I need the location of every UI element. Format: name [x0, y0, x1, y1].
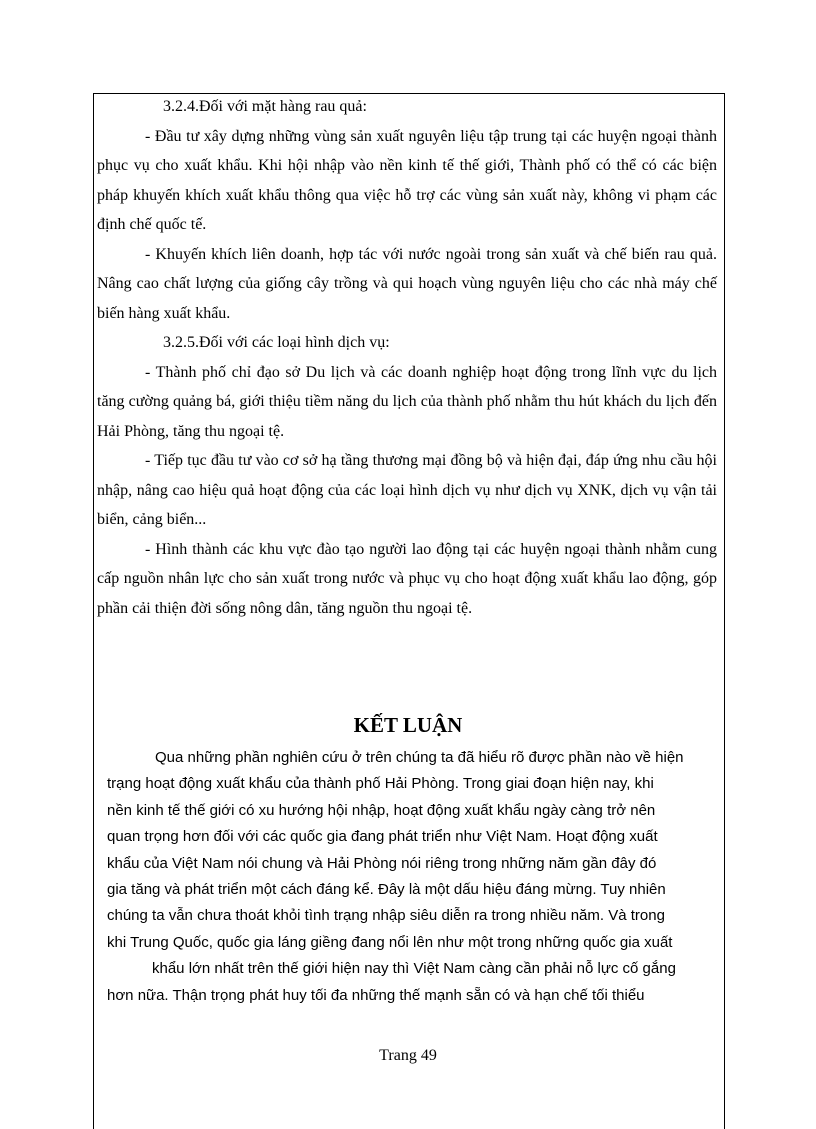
section-heading-3-2-4: 3.2.4.Đối với mặt hàng rau quả: — [163, 98, 367, 115]
conclusion-line: khẩu của Việt Nam nói chung và Hải Phòng nói riêng trong những năm gần đây đó — [107, 854, 657, 872]
paragraph: - Thành phố chỉ đạo sở Du lịch và các doanh nghiệp hoạt động trong lĩnh vực du lịch tăng cường quảng bá, giới thiệu tiềm năng du lịch của thành phố nhằm thu hút khách du lịch đến Hải Phòng, tăng thu ngoại tệ. — [97, 363, 717, 440]
document-body — [97, 92, 719, 1009]
conclusion-line: gia tăng và phát triển một cách đáng kể. Đây là một dấu hiệu đáng mừng. Tuy nhiên — [107, 881, 666, 899]
conclusion-paragraph — [97, 745, 719, 1009]
paragraph: - Hình thành các khu vực đào tạo người lao động tại các huyện ngoại thành nhằm cung cấp nguồn nhân lực cho sản xuất trong nước và phục vụ cho hoạt động xuất khẩu lao động, góp phần cải thiện đời sống nông dân, tăng nguồn thu ngoại tệ. — [97, 540, 717, 617]
conclusion-line: trạng hoạt động xuất khẩu của thành phố Hải Phòng. Trong giai đoạn hiện nay, khi — [107, 775, 654, 793]
conclusion-line: chúng ta vẫn chưa thoát khỏi tình trạng nhập siêu diễn ra trong nhiều năm. Và trong — [107, 907, 665, 925]
conclusion-line: nền kinh tế thế giới có xu hướng hội nhập, hoạt động xuất khẩu ngày càng trở nên — [107, 801, 656, 819]
spacer — [97, 623, 719, 705]
section-heading-3-2-5: 3.2.5.Đối với các loại hình dịch vụ: — [163, 334, 390, 351]
conclusion-line: quan trọng hơn đối với các quốc gia đang phát triển như Việt Nam. Hoạt động xuất — [107, 828, 658, 846]
paragraph: - Đầu tư xây dựng những vùng sản xuất nguyên liệu tập trung tại các huyện ngoại thành phục vụ cho xuất khẩu. Khi hội nhập vào nền kinh tế thế giới, Thành phố có thể có các biện pháp khuyến khích xuất khẩu thông qua việc hỗ trợ các vùng sản xuất này, không vi phạm các định chế quốc tế. — [97, 127, 717, 233]
page-number: Trang 49 — [379, 1047, 437, 1064]
conclusion-line: Qua những phần nghiên cứu ở trên chúng ta đã hiểu rõ được phần nào về hiện — [155, 749, 684, 766]
conclusion-line: khi Trung Quốc, quốc gia láng giềng đang nổi lên như một trong những quốc gia xuất — [107, 933, 673, 951]
paragraph: - Tiếp tục đầu tư vào cơ sở hạ tầng thương mại đồng bộ và hiện đại, đáp ứng nhu cầu hội nhập, nâng cao hiệu quả hoạt động của các loại hình dịch vụ như dịch vụ XNK, dịch vụ vận tải biển, cảng biển... — [97, 452, 717, 528]
conclusion-line: hơn nữa. Thận trọng phát huy tối đa những thế mạnh sẵn có và hạn chế tối thiểu — [107, 986, 645, 1004]
conclusion-line: khẩu lớn nhất trên thế giới hiện nay thì Việt Nam càng cần phải nỗ lực cố gắng — [152, 960, 676, 978]
paragraph: - Khuyến khích liên doanh, hợp tác với nước ngoài trong sản xuất và chế biến rau quả. Nâng cao chất lượng của giống cây trồng và qui hoạch vùng nguyên liệu cho các nhà máy chế biến hàng xuất khẩu. — [97, 245, 717, 322]
conclusion-title: KẾT LUẬN — [353, 713, 463, 737]
